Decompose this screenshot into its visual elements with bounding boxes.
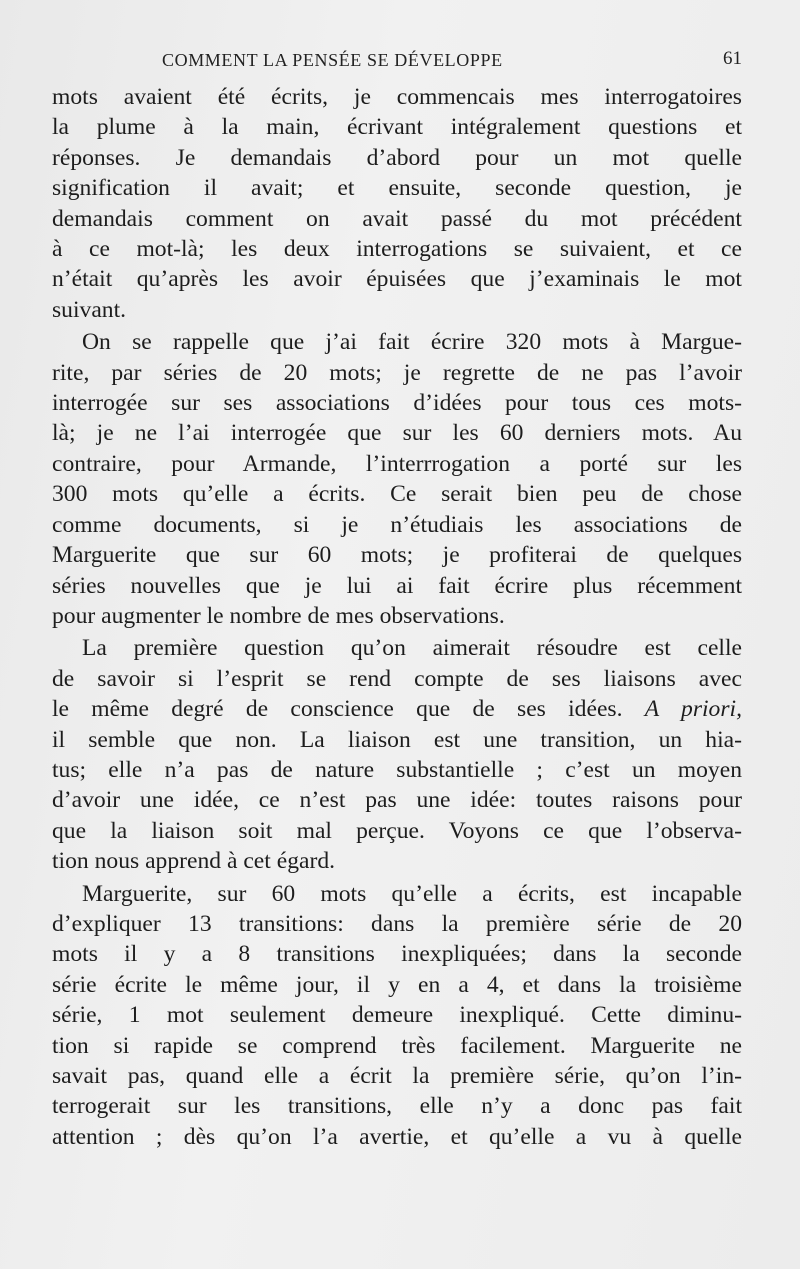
text-line: pour augmenter le nombre de mes observations. xyxy=(52,602,505,629)
text-line: mots il y a 8 transitions inexpliquées; dans la seconde xyxy=(52,941,742,968)
paragraph xyxy=(52,327,742,631)
paragraph xyxy=(52,879,742,1153)
text-line: On se rappelle que j’ai fait écrire 320 mots à Margue- xyxy=(82,329,742,356)
text-segment: le même degré de conscience que de ses idées. xyxy=(52,696,623,723)
text-line: suivant. xyxy=(52,296,127,323)
text-line: signification il avait; et ensuite, seconde question, je xyxy=(52,175,742,202)
text-line: il semble que non. La liaison est une transition, un hia- xyxy=(52,726,742,753)
text-line: attention ; dès qu’on l’a avertie, et qu’elle a vu à quelle xyxy=(52,1123,742,1150)
text-line: demandais comment on avait passé du mot précédent xyxy=(52,205,742,232)
text-line: terrogerait sur les transitions, elle n’y a donc pas fait xyxy=(52,1093,742,1120)
paragraph xyxy=(52,82,742,325)
running-title: COMMENT LA PENSÉE SE DÉVELOPPE xyxy=(162,50,503,70)
text-line: interrogée sur ses associations d’idées pour tous ces mots- xyxy=(52,390,742,417)
text-line: La première question qu’on aimerait résoudre est celle xyxy=(82,635,742,662)
text-line: tus; elle n’a pas de nature substantielle ; c’est un moyen xyxy=(52,756,742,783)
text-line: série, 1 mot seulement demeure inexpliqué. Cette diminu- xyxy=(52,1002,742,1029)
italic-phrase: A priori, xyxy=(644,696,742,723)
paragraph xyxy=(52,633,742,876)
text-line: d’avoir une idée, ce n’est pas une idée: toutes raisons pour xyxy=(52,787,742,814)
text-line: tion nous apprend à cet égard. xyxy=(52,848,336,875)
text-line: mots avaient été écrits, je commencais mes interrogatoires xyxy=(52,84,742,110)
body-text xyxy=(52,82,742,1152)
text-line xyxy=(52,694,742,724)
text-line: contraire, pour Armande, l’interrrogation a porté sur les xyxy=(52,450,742,477)
text-line: tion si rapide se comprend très facilement. Marguerite ne xyxy=(52,1032,742,1059)
text-line: là; je ne l’ai interrogée que sur les 60 derniers mots. Au xyxy=(52,420,742,447)
text-line: à ce mot-là; les deux interrogations se suivaient, et ce xyxy=(52,236,742,263)
text-line: la plume à la main, écrivant intégralement questions et xyxy=(52,114,742,141)
text-line: série écrite le même jour, il y en a 4, et dans la troisième xyxy=(52,971,742,998)
text-line: de savoir si l’esprit se rend compte de ses liaisons avec xyxy=(52,665,742,692)
text-line: Marguerite que sur 60 mots; je profiterai de quelques xyxy=(52,542,742,569)
text-line: n’était qu’après les avoir épuisées que j’examinais le mot xyxy=(52,266,742,293)
text-line: Marguerite, sur 60 mots qu’elle a écrits, est incapable xyxy=(82,880,742,907)
page-number: 61 xyxy=(723,48,742,69)
text-line: d’expliquer 13 transitions: dans la première série de 20 xyxy=(52,910,742,937)
text-line: rite, par séries de 20 mots; je regrette de ne pas l’avoir xyxy=(52,359,742,386)
text-line: séries nouvelles que je lui ai fait écrire plus récemment xyxy=(52,572,742,599)
running-head xyxy=(52,50,742,80)
text-line: savait pas, quand elle a écrit la première série, qu’on l’in- xyxy=(52,1063,742,1089)
text-line: réponses. Je demandais d’abord pour un mot quelle xyxy=(52,144,742,171)
text-line: que la liaison soit mal perçue. Voyons ce que l’observa- xyxy=(52,817,742,844)
text-line: comme documents, si je n’étudiais les associations de xyxy=(52,511,742,538)
text-line: 300 mots qu’elle a écrits. Ce serait bien peu de chose xyxy=(52,481,742,508)
